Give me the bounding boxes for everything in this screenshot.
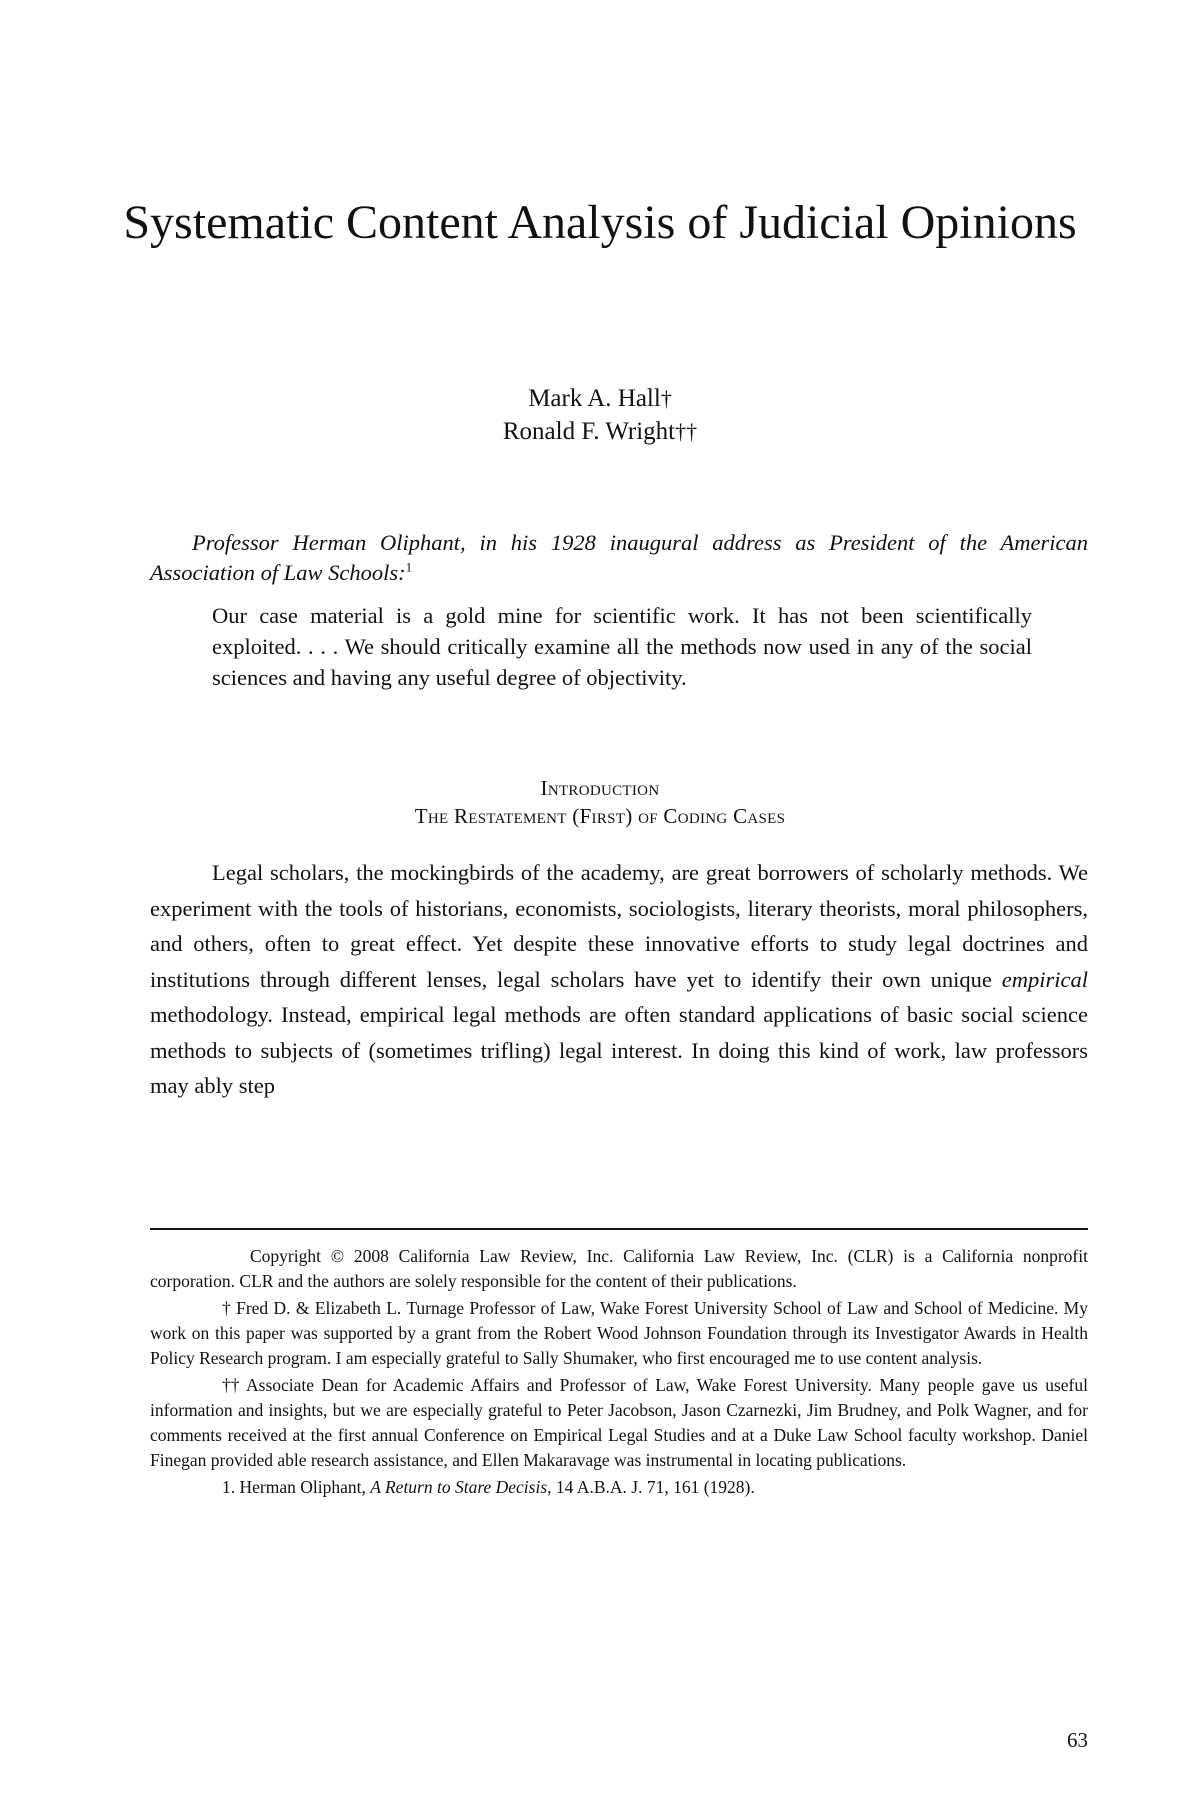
footnote-text: Fred D. & Elizabeth L. Turnage Professor of Law, Wake Forest University School of Law and School of Medicine. My work on this paper was supported by a grant from the Robert Wood Johnson Foundation through its Investigator Awards in Health Policy Research program. I am especially grateful to Sally Shumaker, who first encouraged me to use content analysis. [150, 1298, 1088, 1368]
author-wright [120, 415, 1080, 448]
footnote-text: Associate Dean for Academic Affairs and Professor of Law, Wake Forest University. Many people gave us useful information and insights, but we are especially grateful to Peter Jacobson, Jason Czarnezki, Jim Brudney, and Polk Wagner, and for comments received at the first annual Conference on Empirical Legal Studies and at a Duke Law School faculty workshop. Daniel Finegan provided able research assistance, and Ellen Makaravage was instrumental in locating publications. [150, 1375, 1088, 1470]
author-footnote-mark: †† [675, 419, 698, 444]
body-emphasis: empirical [1001, 966, 1088, 992]
footnote-dagger [150, 1296, 1088, 1371]
footnote-double-dagger [150, 1373, 1088, 1473]
footnote-ref-1: 1 [405, 559, 413, 575]
footnote-mark: 1. [222, 1477, 236, 1497]
section-heading-introduction: Introduction [540, 776, 660, 800]
footnotes [150, 1244, 1088, 1502]
footnote-mark: † [222, 1298, 231, 1318]
footnote-divider [150, 1228, 1088, 1230]
footnote-cite-title: A Return to Stare Decisis [370, 1477, 548, 1497]
epigraph-quote: Our case material is a gold mine for scientific work. It has not been scientifically exploited. . . . We should critically examine all the methods now used in any of the social sciences and having any useful degree of objectivity. [212, 603, 1032, 690]
body-text-end: methodology. Instead, empirical legal methods are often standard applications of basic social science methods to subjects of (sometimes trifling) legal interest. In doing this kind of work, law professors may ably step [150, 1002, 1088, 1098]
footnote-mark: †† [222, 1375, 240, 1395]
body-paragraph [150, 855, 1088, 1104]
page-number: 63 [1067, 1728, 1088, 1752]
epigraph-intro-text: Professor Herman Oliphant, in his 1928 inaugural address as President of the American Association of Law Schools: [150, 530, 1088, 585]
body-text-start: Legal scholars, the mockingbirds of the academy, are great borrowers of scholarly methods. We experiment with the tools of historians, economists, sociologists, literary theorists, moral philosophers, and others, often to great effect. Yet despite these innovative efforts to study legal doctrines and institutions through different lenses, legal scholars have yet to identify their own unique [150, 860, 1088, 992]
author-name: Ronald F. Wright [502, 418, 676, 445]
section-subheading: The Restatement (First) of Coding Cases [414, 804, 786, 828]
author-name: Mark A. Hall [528, 385, 661, 412]
article-title: Systematic Content Analysis of Judicial Opinions [123, 196, 1077, 249]
footnote-cite-author: Herman Oliphant, [239, 1477, 366, 1497]
epigraph-attribution [150, 528, 1088, 588]
author-hall [120, 382, 1080, 415]
author-footnote-mark: † [660, 386, 672, 411]
footnote-cite-source: , 14 A.B.A. J. 71, 161 (1928). [547, 1477, 755, 1497]
footnote-1 [150, 1475, 1088, 1500]
author-list [120, 382, 1080, 448]
copyright-notice: Copyright © 2008 California Law Review, Inc. California Law Review, Inc. (CLR) is a California nonprofit corporation. CLR and the authors are solely responsible for the content of their publications. [150, 1246, 1088, 1291]
